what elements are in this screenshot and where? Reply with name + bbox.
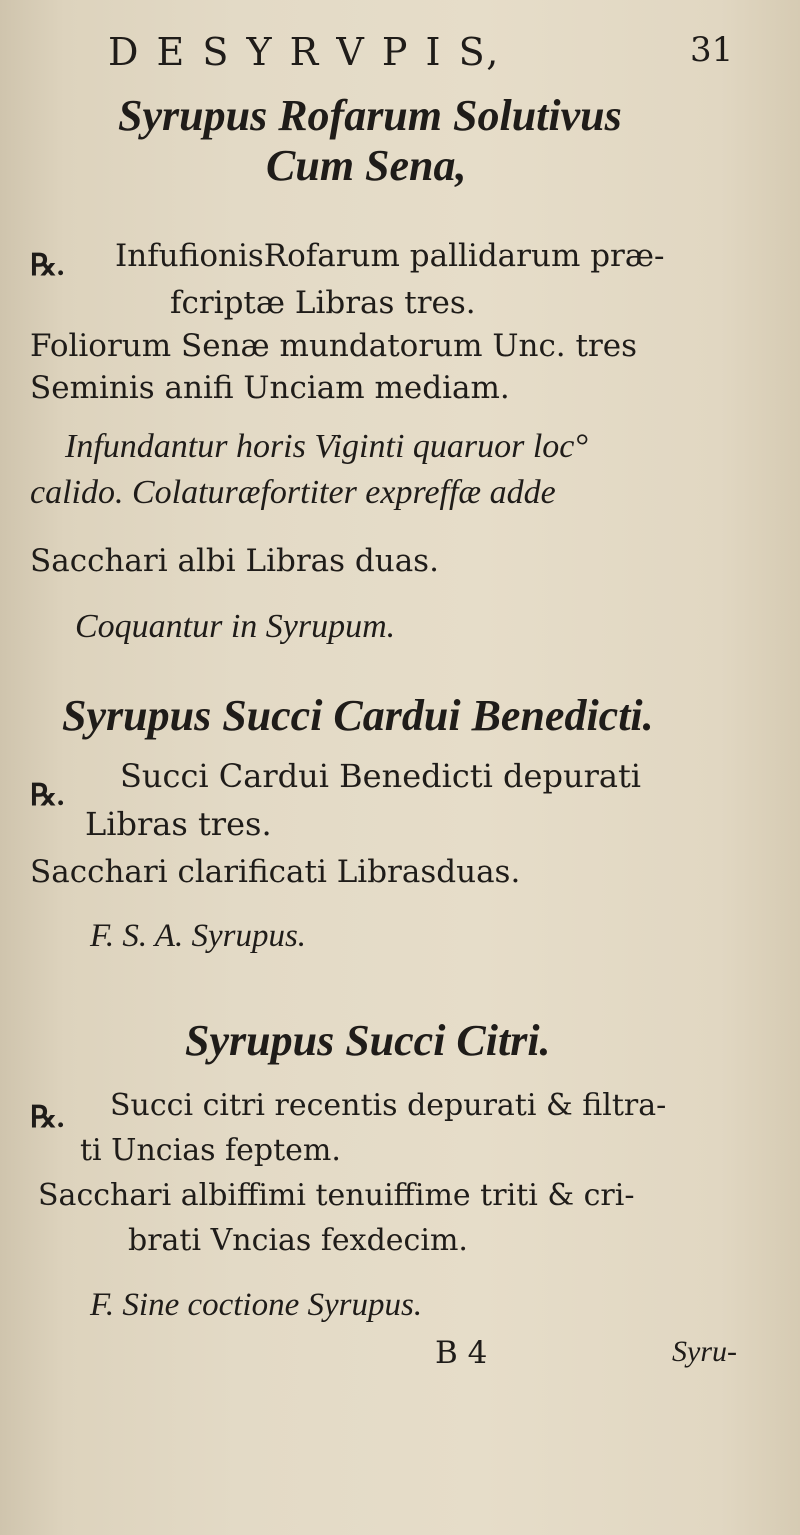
recipe-title-citri: Syrupus Succi Citri. [185, 1016, 551, 1065]
recipe-symbol: ℞. [30, 249, 65, 282]
ingredient-line: Libras tres. [85, 805, 272, 843]
recipe-subtitle-cum-sena: Cum Sena, [266, 141, 467, 190]
ingredient-line: Sacchari albi Libras duas. [30, 543, 439, 579]
recipe-symbol: ℞. [30, 779, 65, 812]
ingredient-line: InfufionisRofarum pallidarum præ- [115, 238, 665, 274]
preparation-instruction: F. S. A. Syrupus. [90, 918, 307, 954]
ingredient-line: fcriptæ Libras tres. [170, 285, 476, 321]
signature-mark: B 4 [435, 1335, 488, 1371]
ingredient-line: Succi citri recentis depurati & filtra- [110, 1088, 667, 1123]
preparation-instruction: calido. Colaturæfortiter expreffæ adde [30, 474, 556, 511]
recipe-symbol: ℞. [30, 1101, 65, 1134]
preparation-instruction: F. Sine coctione Syrupus. [90, 1287, 423, 1323]
ingredient-line: Sacchari clarificati Librasduas. [30, 854, 521, 890]
ingredient-line: Succi Cardui Benedicti depurati [120, 757, 642, 795]
ingredient-line: Foliorum Senæ mundatorum Unc. tres [30, 328, 638, 364]
catchword: Syru- [672, 1335, 737, 1368]
ingredient-line: brati Vncias fexdecim. [128, 1223, 468, 1258]
ingredient-line: Seminis anifi Unciam mediam. [30, 370, 510, 406]
preparation-instruction: Coquantur in Syrupum. [75, 608, 396, 645]
recipe-title-rosarum: Syrupus Rofarum Solutivus [118, 91, 622, 140]
page-number: 31 [690, 30, 734, 70]
preparation-instruction: Infundantur horis Viginti quaruor loc° [65, 428, 588, 465]
running-head-title: D E S Y R V P I S, [108, 30, 502, 74]
ingredient-line: Sacchari albiffimi tenuiffime triti & cri- [38, 1178, 635, 1213]
ingredient-line: ti Uncias feptem. [80, 1133, 341, 1168]
recipe-title-cardui: Syrupus Succi Cardui Benedicti. [62, 691, 654, 740]
